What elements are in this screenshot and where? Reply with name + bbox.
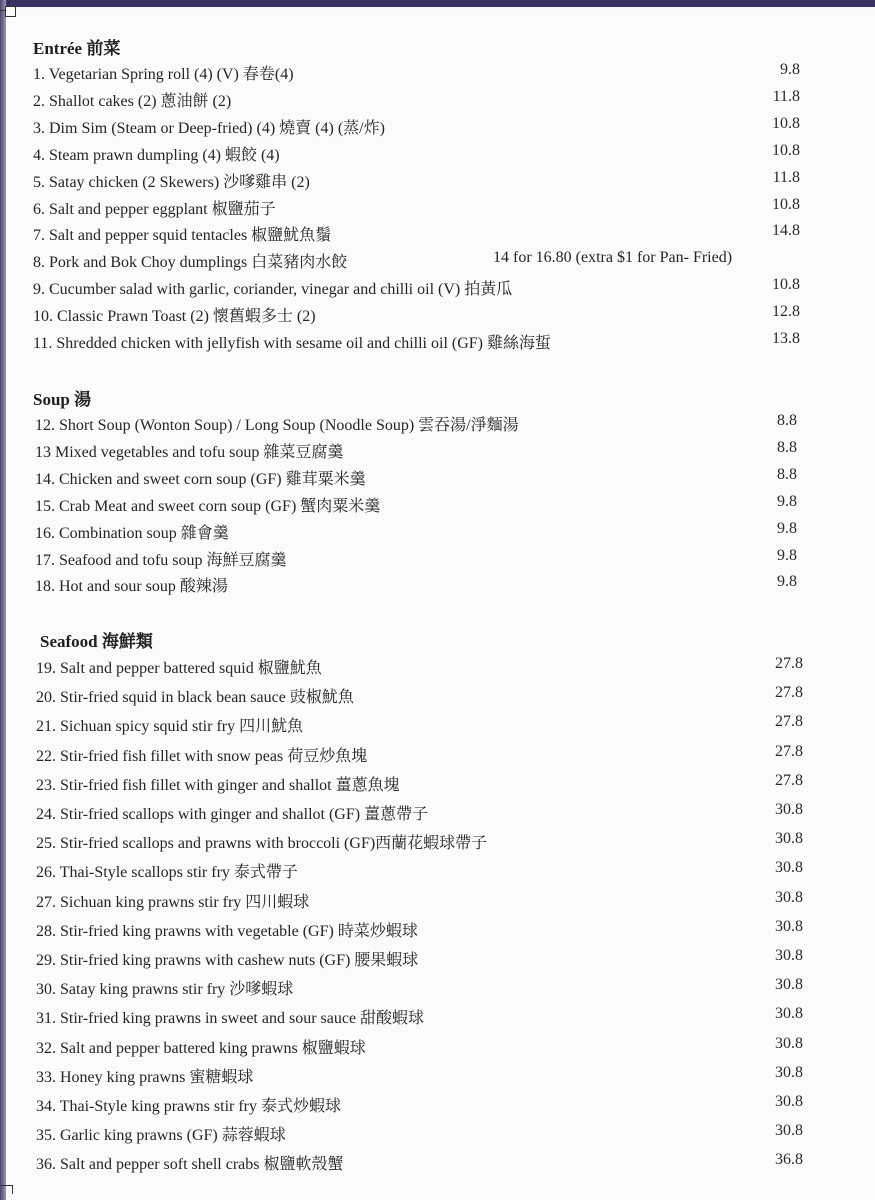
menu-item-name: 33. Honey king prawns 蜜糖蝦球 — [36, 1069, 254, 1086]
crop-mark-bottom-icon — [0, 1185, 13, 1194]
menu-item-name: 3. Dim Sim (Steam or Deep-fried) (4) 燒賣 (4) (蒸/炸) — [33, 120, 385, 137]
menu-item-price: 11.8 — [772, 169, 800, 186]
menu-item-name: 32. Salt and pepper battered king prawns 椒鹽蝦球 — [36, 1040, 366, 1057]
menu-item-name: 2. Shallot cakes (2) 蔥油餅 (2) — [33, 93, 232, 110]
menu-item-name: 26. Thai-Style scallops stir fry 泰式帶子 — [36, 864, 298, 881]
menu-item-price: 9.8 — [777, 520, 797, 537]
menu-item-price: 30.8 — [775, 1122, 803, 1139]
menu-item-name: 8. Pork and Bok Choy dumplings 白菜豬肉水餃 — [33, 254, 348, 271]
menu-item-price: 27.8 — [775, 655, 803, 672]
menu-item-price: 8.8 — [777, 412, 797, 429]
menu-item-name: 12. Short Soup (Wonton Soup) / Long Soup (Noodle Soup) 雲吞湯/淨麵湯 — [35, 417, 519, 434]
menu-item-price: 36.8 — [775, 1151, 803, 1168]
menu-item-price: 30.8 — [775, 918, 803, 935]
menu-item-name: 31. Stir-fried king prawns in sweet and sour sauce 甜酸蝦球 — [36, 1010, 425, 1027]
menu-item-price: 30.8 — [775, 1005, 803, 1022]
section-title: Soup 湯 — [33, 390, 92, 409]
menu-item-name: 11. Shredded chicken with jellyfish with sesame oil and chilli oil (GF) 雞絲海蜇 — [33, 335, 551, 352]
menu-item-name: 9. Cucumber salad with garlic, coriander, vinegar and chilli oil (V) 拍黃瓜 — [33, 281, 513, 298]
menu-item-name: 16. Combination soup 雜會羹 — [35, 525, 229, 542]
menu-item-name: 10. Classic Prawn Toast (2) 懷舊蝦多士 (2) — [33, 308, 316, 325]
menu-item-price: 10.8 — [772, 142, 800, 159]
menu-item-price: 30.8 — [775, 859, 803, 876]
menu-item-price: 8.8 — [777, 439, 797, 456]
menu-item-price: 30.8 — [775, 1064, 803, 1081]
menu-item-name: 27. Sichuan king prawns stir fry 四川蝦球 — [36, 894, 310, 911]
menu-item-name: 1. Vegetarian Spring roll (4) (V) 春卷(4) — [33, 66, 294, 83]
menu-item-name: 36. Salt and pepper soft shell crabs 椒鹽軟殼蟹 — [36, 1156, 344, 1173]
scan-border-top — [0, 0, 875, 7]
menu-item-name: 29. Stir-fried king prawns with cashew nuts (GF) 腰果蝦球 — [36, 952, 419, 969]
menu-item-name: 17. Seafood and tofu soup 海鮮豆腐羹 — [35, 552, 287, 569]
menu-item-price: 9.8 — [777, 573, 797, 590]
menu-item-price: 27.8 — [775, 772, 803, 789]
menu-item-name: 35. Garlic king prawns (GF) 蒜蓉蝦球 — [36, 1127, 286, 1144]
menu-item-name: 15. Crab Meat and sweet corn soup (GF) 蟹肉粟米羹 — [35, 498, 381, 515]
menu-item-name: 21. Sichuan spicy squid stir fry 四川魷魚 — [36, 718, 304, 735]
menu-item-name: 20. Stir-fried squid in black bean sauce 豉椒魷魚 — [36, 689, 354, 706]
menu-item-price: 30.8 — [775, 947, 803, 964]
menu-item-price: 13.8 — [772, 330, 800, 347]
menu-item-note: 14 for 16.80 (extra $1 for Pan- Fried) — [493, 249, 733, 266]
menu-item-name: 30. Satay king prawns stir fry 沙嗲蝦球 — [36, 981, 294, 998]
menu-item-price: 8.8 — [777, 466, 797, 483]
menu-item-price: 10.8 — [772, 276, 800, 293]
menu-item-price: 27.8 — [775, 684, 803, 701]
menu-item-price: 30.8 — [775, 1035, 803, 1052]
menu-item-name: 13 Mixed vegetables and tofu soup 雜菜豆腐羹 — [35, 444, 344, 461]
menu-item-price: 27.8 — [775, 713, 803, 730]
menu-item-name: 14. Chicken and sweet corn soup (GF) 雞茸粟米羹 — [35, 471, 366, 488]
menu-item-price: 9.8 — [780, 61, 800, 78]
menu-item-name: 6. Salt and pepper eggplant 椒鹽茄子 — [33, 201, 276, 218]
menu-item-price: 14.8 — [772, 222, 800, 239]
menu-item-price: 10.8 — [772, 115, 800, 132]
menu-item-name: 7. Salt and pepper squid tentacles 椒鹽魷魚鬚 — [33, 227, 332, 244]
menu-item-price: 11.8 — [772, 88, 800, 105]
menu-item-price: 30.8 — [775, 889, 803, 906]
menu-item-price: 10.8 — [772, 196, 800, 213]
menu-item-name: 23. Stir-fried fish fillet with ginger and shallot 薑蔥魚塊 — [36, 777, 400, 794]
menu-item-name: 4. Steam prawn dumpling (4) 蝦餃 (4) — [33, 147, 280, 164]
menu-item-price: 12.8 — [772, 303, 800, 320]
menu-item-price: 9.8 — [777, 493, 797, 510]
menu-item-name: 28. Stir-fried king prawns with vegetable (GF) 時菜炒蝦球 — [36, 923, 418, 940]
menu-item-name: 34. Thai-Style king prawns stir fry 泰式炒蝦球 — [36, 1098, 342, 1115]
menu-item-name: 24. Stir-fried scallops with ginger and shallot (GF) 薑蔥帶子 — [36, 806, 429, 823]
section-title: Seafood 海鮮類 — [40, 632, 153, 651]
menu-item-name: 18. Hot and sour soup 酸辣湯 — [35, 578, 228, 595]
crop-mark-icon — [5, 6, 16, 17]
menu-item-name: 22. Stir-fried fish fillet with snow peas 荷豆炒魚塊 — [36, 748, 368, 765]
menu-item-price: 30.8 — [775, 830, 803, 847]
scan-border-left — [0, 0, 6, 1200]
menu-item-price: 9.8 — [777, 547, 797, 564]
menu-item-price: 27.8 — [775, 743, 803, 760]
menu-item-price: 30.8 — [775, 976, 803, 993]
menu-item-price: 30.8 — [775, 801, 803, 818]
section-title: Entrée 前菜 — [33, 39, 121, 58]
menu-item-name: 5. Satay chicken (2 Skewers) 沙嗲雞串 (2) — [33, 174, 310, 191]
menu-item-price: 30.8 — [775, 1093, 803, 1110]
menu-item-name: 19. Salt and pepper battered squid 椒鹽魷魚 — [36, 660, 322, 677]
menu-item-name: 25. Stir-fried scallops and prawns with broccoli (GF)西蘭花蝦球帶子 — [36, 835, 488, 852]
